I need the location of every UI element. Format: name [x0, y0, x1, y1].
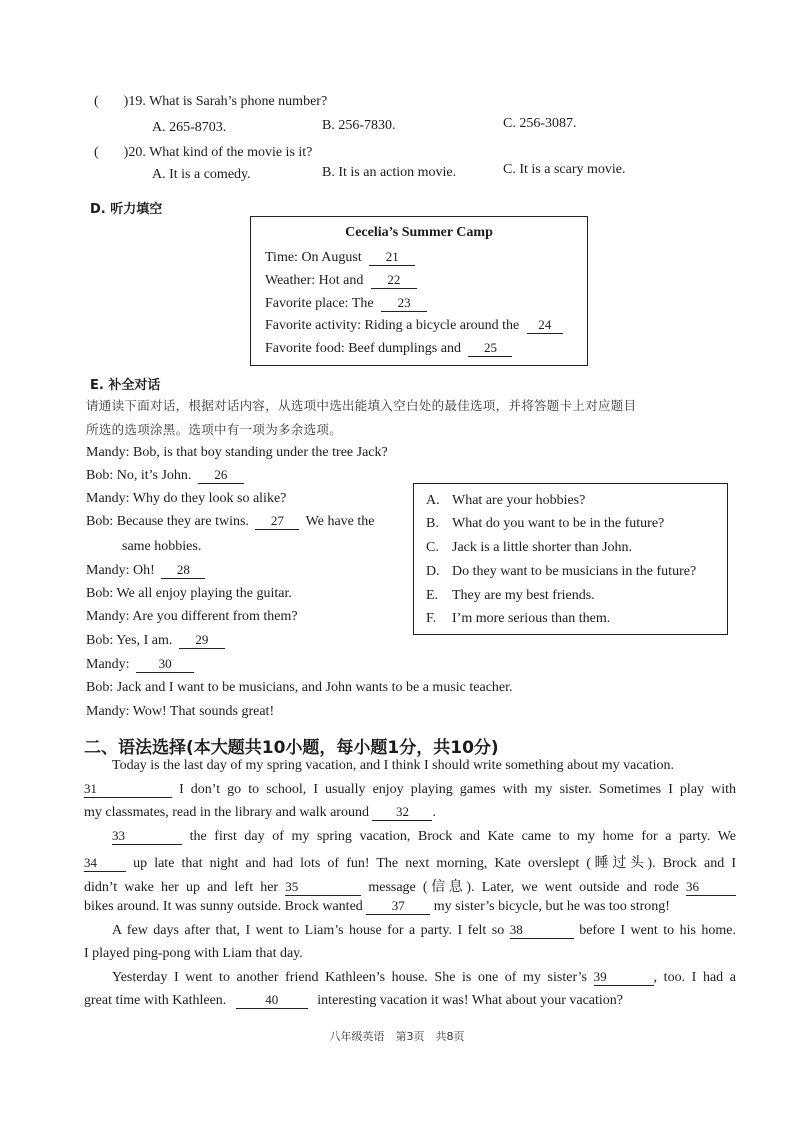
option-text: I’m more serious than them. [452, 611, 611, 626]
passage-line [84, 852, 736, 876]
row-label: Favorite activity: Riding a bicycle around the [265, 318, 520, 333]
blank-26[interactable]: 26 [198, 468, 244, 484]
dialogue-line-2 [86, 468, 244, 484]
row-label: Favorite food: Beef dumplings and [265, 341, 461, 356]
blank-34[interactable]: 34 [84, 856, 126, 872]
passage-text: Today is the last day of my spring vacation, and I think I should write something about my vacation. [112, 758, 675, 773]
dialogue-line-7: Bob: We all enjoy playing the guitar. [86, 586, 292, 601]
question-number: )19. [123, 94, 146, 109]
passage-text: message (信息). Later, we went outside and rode [368, 879, 679, 895]
dialogue-text: Bob: No, it’s John. [86, 468, 192, 483]
blank-30[interactable]: 30 [136, 657, 194, 673]
passage-text: didn’t wake her up and left her [84, 879, 279, 895]
passage-text: the first day of my spring vacation, Brock and Kate came to my home for a party. We [189, 828, 737, 844]
option-e [426, 588, 595, 604]
passage-text: great time with Kathleen. [84, 993, 227, 1008]
passage-line [84, 782, 736, 806]
passage-text: Yesterday I went to another friend Kathleen’s house. She is one of my sister’s [112, 969, 587, 985]
blank-36[interactable]: 36 [686, 880, 736, 896]
passage-text: interesting vacation it was! What about your vacation? [317, 993, 623, 1008]
dialogue-text: Bob: Yes, I am. [86, 633, 173, 648]
option-text: What do you want to be in the future? [452, 516, 665, 531]
question-19 [94, 94, 327, 110]
passage-line [84, 829, 736, 853]
question-text: What kind of the movie is it? [149, 145, 313, 160]
blank-33[interactable]: 33 [112, 829, 182, 845]
box-title: Cecelia’s Summer Camp [345, 225, 493, 240]
option-a [426, 493, 585, 509]
passage-line [84, 946, 736, 970]
options-box [413, 483, 728, 635]
summer-camp-box [250, 216, 588, 366]
section-d-heading: D. 听力填空 [90, 202, 163, 217]
camp-row-place [265, 296, 427, 312]
page-footer: 八年级英语 第3页 共8页 [329, 1030, 465, 1043]
instruction-line-1: 请通读下面对话，根据对话内容，从选项中选出能填入空白处的最佳选项，并将答题卡上对应题目 [86, 398, 637, 413]
blank-23[interactable]: 23 [381, 296, 427, 312]
blank-38[interactable]: 38 [510, 923, 574, 939]
blank-31[interactable]: 31 [84, 782, 172, 798]
blank-39[interactable]: 39 [594, 970, 654, 986]
passage-text: up late that night and had lots of fun! The next morning, Kate overslept (睡过头). Brock and I [133, 856, 737, 871]
dialogue-line-10 [86, 657, 194, 673]
passage-text: before I went to his home. [579, 922, 737, 938]
row-label: Time: On August [265, 250, 362, 265]
dialogue-line-8: Mandy: Are you different from them? [86, 609, 298, 624]
blank-24[interactable]: 24 [527, 318, 563, 334]
passage-line [84, 876, 736, 900]
blank-21[interactable]: 21 [369, 250, 415, 266]
option-text: Jack is a little shorter than John. [452, 540, 633, 555]
dialogue-line-5: same hobbies. [122, 539, 202, 554]
option-c [426, 540, 632, 556]
passage-line [84, 805, 736, 829]
question-20 [94, 145, 312, 161]
option-f [426, 611, 610, 627]
option-text: Do they want to be musicians in the future? [452, 564, 697, 579]
blank-32[interactable]: 32 [372, 805, 432, 821]
blank-40[interactable]: 40 [236, 993, 308, 1009]
option-d [426, 564, 696, 580]
row-label: Weather: Hot and [265, 273, 364, 288]
passage-text: bikes around. It was sunny outside. Brock wanted [84, 899, 363, 914]
blank-29[interactable]: 29 [179, 633, 225, 649]
option-19-c: C. 256-3087. [503, 116, 577, 131]
row-label: Favorite place: The [265, 296, 374, 311]
dialogue-line-3: Mandy: Why do they look so alike? [86, 491, 287, 506]
passage-line [84, 758, 736, 782]
camp-row-food [265, 341, 512, 357]
paren-open: ( [94, 145, 99, 160]
dialogue-line-4 [86, 514, 375, 530]
blank-28[interactable]: 28 [161, 563, 205, 579]
option-text: What are your hobbies? [452, 493, 586, 508]
passage-text: my classmates, read in the library and walk around [84, 805, 369, 820]
option-letter: B. [426, 516, 439, 531]
passage-line [84, 899, 736, 923]
dialogue-line-9 [86, 633, 225, 649]
passage-text: I played ping-pong with Liam that day. [84, 946, 303, 961]
option-20-b: B. It is an action movie. [322, 165, 457, 180]
blank-37[interactable]: 37 [366, 899, 430, 915]
option-19-b: B. 256-7830. [322, 118, 396, 133]
dialogue-line-11: Bob: Jack and I want to be musicians, and John wants to be a music teacher. [86, 680, 513, 695]
question-number: )20. [123, 145, 146, 160]
blank-35[interactable]: 35 [285, 880, 361, 896]
option-19-a: A. 265-8703. [152, 120, 227, 135]
blank-22[interactable]: 22 [371, 273, 417, 289]
paren-open: ( [94, 94, 99, 109]
grammar-passage [84, 758, 736, 1017]
camp-row-activity [265, 318, 563, 334]
passage-text: A few days after that, I went to Liam’s house for a party. I felt so [112, 922, 505, 938]
option-letter: A. [426, 493, 440, 508]
dialogue-text: Bob: Because they are twins. [86, 514, 249, 529]
blank-25[interactable]: 25 [468, 341, 512, 357]
dialogue-line-6 [86, 563, 205, 579]
passage-text: I don’t go to school, I usually enjoy playing games with my sister. Sometimes I play with [179, 781, 736, 797]
passage-text: , too. I had a [653, 969, 736, 985]
dialogue-line-12: Mandy: Wow! That sounds great! [86, 704, 275, 719]
dialogue-line-1: Mandy: Bob, is that boy standing under the tree Jack? [86, 445, 388, 460]
dialogue-text: Mandy: [86, 657, 130, 672]
option-letter: F. [426, 611, 437, 626]
option-text: They are my best friends. [452, 588, 595, 603]
passage-text: my sister’s bicycle, but he was too strong! [433, 899, 670, 914]
dialogue-text: Mandy: Oh! [86, 563, 155, 578]
passage-line [84, 970, 736, 994]
instruction-line-2: 所选的选项涂黑。选项中有一项为多余选项。 [86, 422, 343, 437]
passage-line [84, 923, 736, 947]
passage-text: . [432, 805, 436, 820]
option-b [426, 516, 664, 532]
option-letter: C. [426, 540, 439, 555]
passage-line [84, 993, 736, 1017]
section-2-heading: 二、语法选择(本大题共10小题，每小题1分，共10分) [84, 738, 499, 758]
option-letter: D. [426, 564, 440, 579]
blank-27[interactable]: 27 [255, 514, 299, 530]
option-20-c: C. It is a scary movie. [503, 162, 626, 177]
question-text: What is Sarah’s phone number? [149, 94, 328, 109]
option-letter: E. [426, 588, 439, 603]
dialogue-text: We have the [305, 514, 375, 529]
section-e-heading: E. 补全对话 [90, 378, 161, 393]
camp-row-weather [265, 273, 417, 289]
option-20-a: A. It is a comedy. [152, 167, 251, 182]
camp-row-time [265, 250, 415, 266]
